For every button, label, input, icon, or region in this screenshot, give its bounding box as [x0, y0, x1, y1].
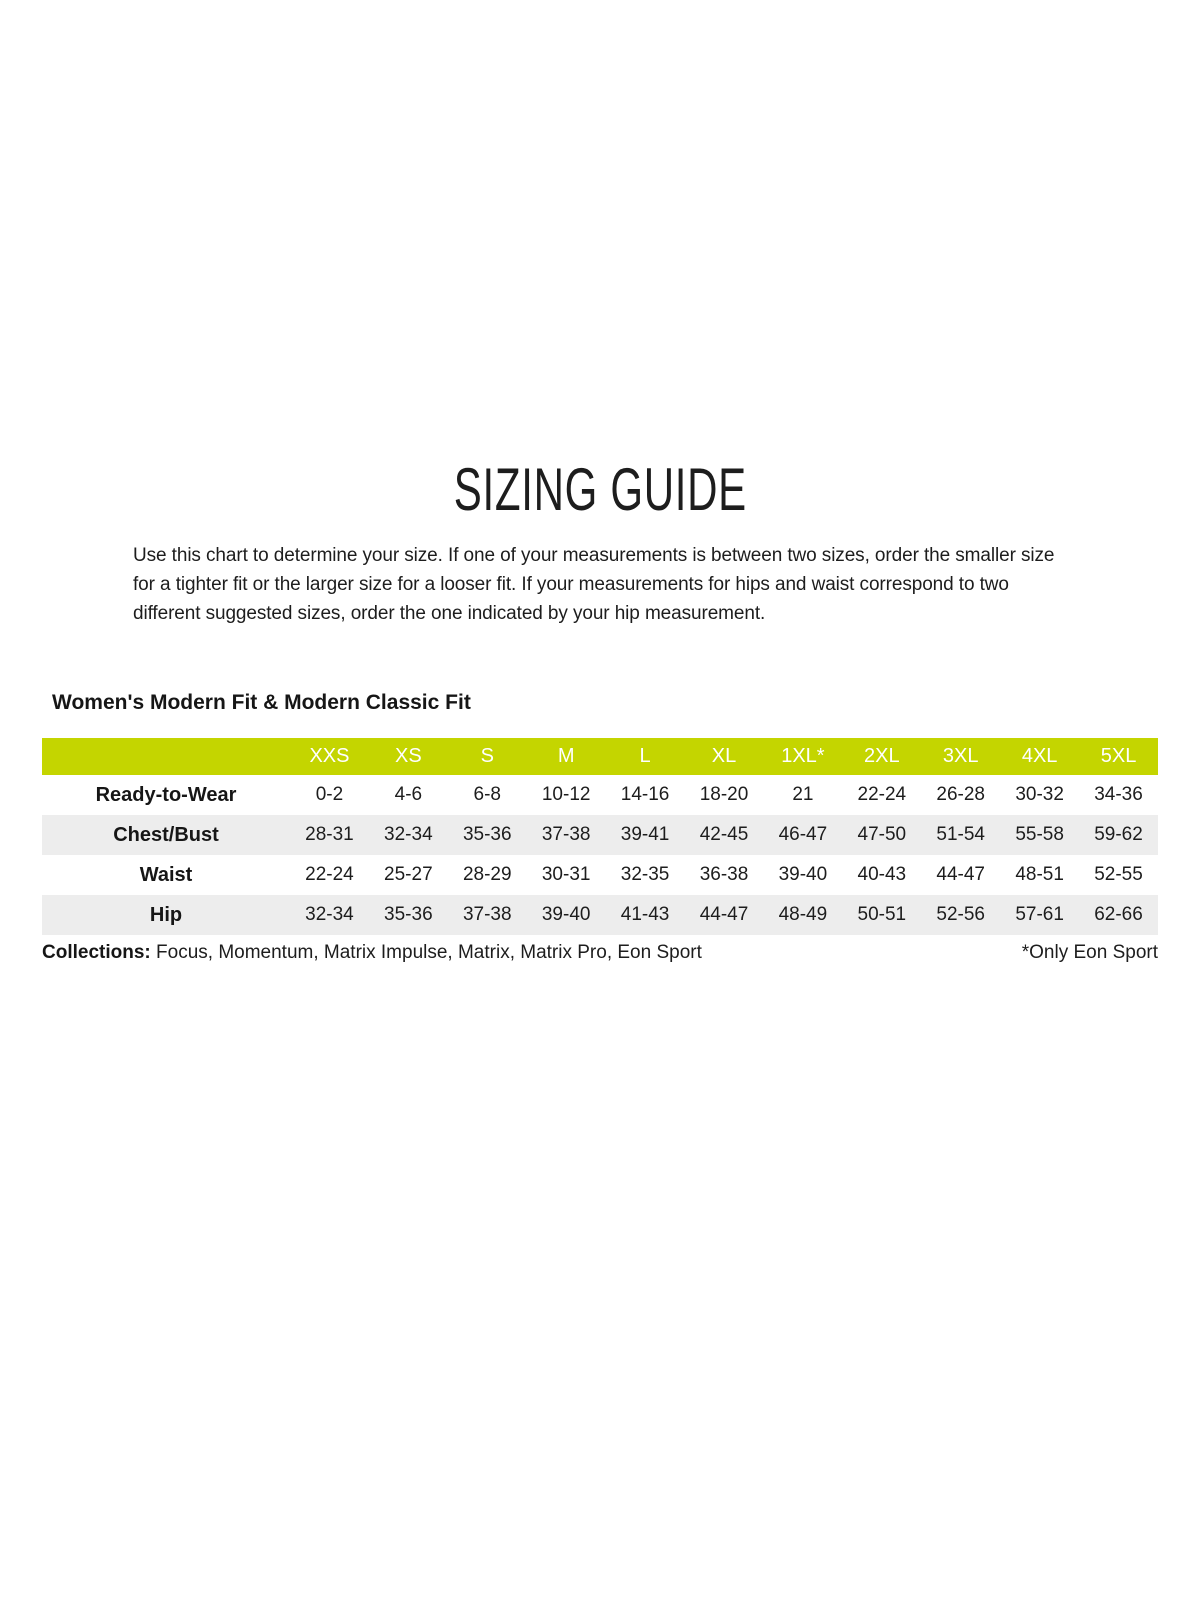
cell: 39-40 — [778, 864, 828, 885]
collections-line — [42, 940, 702, 966]
header-corner-cell — [42, 738, 290, 775]
cell: 22-24 — [305, 864, 354, 885]
cell: 21 — [792, 784, 814, 805]
cell: 40-43 — [857, 864, 907, 885]
header-cell-s: S — [480, 745, 494, 767]
row-label: Hip — [149, 903, 183, 926]
cell: 32-34 — [384, 824, 433, 845]
cell: 18-20 — [699, 784, 749, 805]
table-row — [42, 815, 1158, 855]
cell: 35-36 — [462, 824, 512, 845]
cell: 22-24 — [857, 784, 907, 805]
header-cell-4xl: 4XL — [1021, 745, 1058, 767]
cell: 25-27 — [384, 864, 433, 885]
cell: 4-6 — [394, 784, 423, 805]
cell: 47-50 — [857, 824, 907, 845]
cell: 55-58 — [1015, 824, 1064, 845]
cell: 14-16 — [620, 784, 670, 805]
cell: 10-12 — [541, 784, 591, 805]
page-title — [0, 458, 1200, 522]
cell: 30-31 — [541, 864, 591, 885]
cell: 48-49 — [778, 904, 828, 925]
row-label: Ready-to-Wear — [95, 783, 237, 806]
collections-label: Collections: — [42, 942, 151, 963]
header-cell-5xl: 5XL — [1100, 745, 1137, 767]
cell: 52-56 — [936, 904, 986, 925]
cell: 44-47 — [699, 904, 749, 925]
cell: 62-66 — [1094, 904, 1143, 925]
row-label: Waist — [139, 863, 193, 886]
cell: 46-47 — [778, 824, 828, 845]
cell: 36-38 — [699, 864, 749, 885]
table-header-row — [42, 738, 1158, 775]
row-label: Chest/Bust — [113, 823, 219, 846]
cell: 39-41 — [620, 824, 670, 845]
collections-list: Focus, Momentum, Matrix Impulse, Matrix, Matrix Pro, Eon Sport — [156, 942, 702, 963]
cell: 44-47 — [936, 864, 986, 885]
cell: 35-36 — [384, 904, 433, 925]
table-section-title: Women's Modern Fit & Modern Classic Fit — [52, 691, 471, 714]
header-cell-l: L — [639, 745, 651, 767]
cell: 51-54 — [936, 824, 986, 845]
intro-paragraph: Use this chart to determine your size. If one of your measurements is between two sizes, order the smaller size for a tighter fit or the larger size for a looser fit. If your measurements for hips and waist correspond to two different suggested sizes, order the one indicated by your hip measurement. — [133, 545, 1055, 624]
cell: 37-38 — [462, 904, 512, 925]
cell: 6-8 — [473, 784, 501, 805]
header-cell-xl: XL — [711, 745, 737, 767]
header-cell-m: M — [557, 745, 575, 767]
size-table — [42, 738, 1158, 935]
cell: 50-51 — [857, 904, 907, 925]
cell: 30-32 — [1015, 784, 1064, 805]
header-cell-xxs: XXS — [309, 745, 350, 767]
header-cell-xs: XS — [395, 745, 422, 767]
cell: 57-61 — [1015, 904, 1064, 925]
cell: 32-34 — [305, 904, 354, 925]
cell: 52-55 — [1094, 864, 1143, 885]
table-row — [42, 895, 1158, 935]
cell: 28-31 — [305, 824, 354, 845]
header-cell-2xl: 2XL — [864, 745, 900, 767]
page-title-text: SIZING GUIDE — [453, 456, 747, 523]
footnote: *Only Eon Sport — [1021, 942, 1158, 963]
table-footer — [42, 940, 1158, 966]
cell: 59-62 — [1094, 824, 1143, 845]
cell: 48-51 — [1015, 864, 1064, 885]
cell: 28-29 — [462, 864, 512, 885]
header-cell-3xl: 3XL — [942, 745, 979, 767]
cell: 39-40 — [541, 904, 591, 925]
cell: 42-45 — [699, 824, 749, 845]
cell: 0-2 — [315, 784, 344, 805]
cell: 26-28 — [936, 784, 986, 805]
cell: 34-36 — [1094, 784, 1143, 805]
table-row — [42, 855, 1158, 895]
table-row — [42, 775, 1158, 815]
cell: 37-38 — [541, 824, 591, 845]
cell: 32-35 — [620, 864, 670, 885]
cell: 41-43 — [620, 904, 670, 925]
header-cell-1xl: 1XL* — [781, 745, 825, 767]
